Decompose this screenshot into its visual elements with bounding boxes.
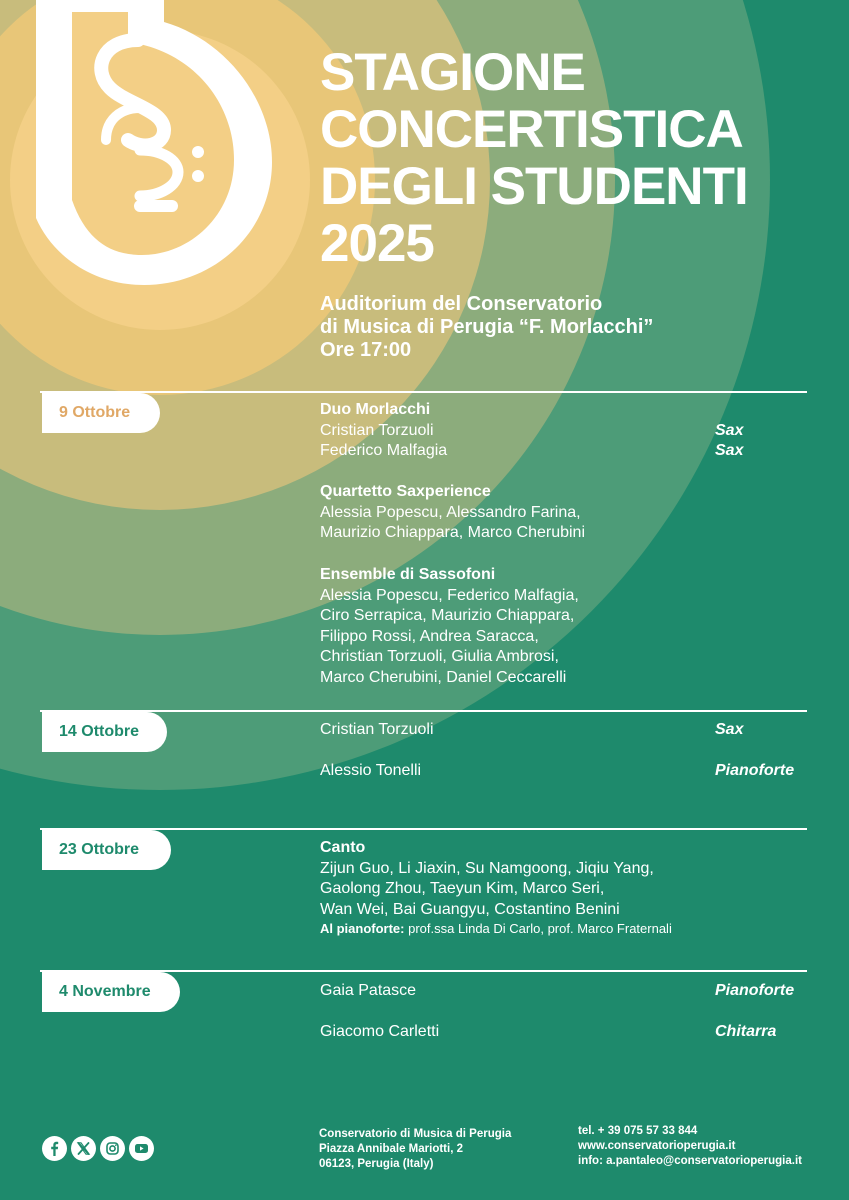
title-line-2: CONCERTISTICA (320, 100, 743, 159)
date-badge: 23 Ottobre (42, 830, 171, 870)
accompanist-line (320, 921, 672, 936)
performer-name: Cristian Torzuoli (320, 721, 434, 738)
address-line: Conservatorio di Musica di Perugia (319, 1128, 512, 1140)
instrument-label: Chitarra (715, 1023, 777, 1040)
divider (40, 710, 807, 712)
title-year: 2025 (320, 214, 434, 273)
title-line-3: DEGLI STUDENTI (320, 157, 748, 216)
email-contact[interactable]: info: a.pantaleo@conservatorioperugia.it (578, 1155, 802, 1167)
performers-line: Wan Wei, Bai Guangyu, Costantino Benini (320, 901, 620, 918)
performers-line: Gaolong Zhou, Taeyun Kim, Marco Seri, (320, 880, 605, 897)
instrument-label: Sax (715, 422, 744, 439)
performers-line: Christian Torzuoli, Giulia Ambrosi, (320, 648, 559, 665)
performer-name: Federico Malfagia (320, 442, 448, 459)
group-name: Canto (320, 839, 366, 856)
performer-name: Giacomo Carletti (320, 1023, 440, 1040)
performers-line: Filippo Rossi, Andrea Saracca, (320, 628, 539, 645)
group-name: Ensemble di Sassofoni (320, 566, 496, 583)
instrument-label: Pianoforte (715, 982, 795, 999)
group-name: Duo Morlacchi (320, 401, 431, 418)
phone-number[interactable]: tel. + 39 075 57 33 844 (578, 1125, 698, 1137)
date-badge: 4 Novembre (42, 972, 180, 1012)
youtube-icon[interactable] (129, 1136, 154, 1161)
conservatorio-logo-icon (30, 0, 280, 290)
instrument-label: Sax (715, 721, 744, 738)
accompanist-label: Al pianoforte: (320, 921, 405, 936)
date-badge: 9 Ottobre (42, 393, 160, 433)
address-line: Piazza Annibale Mariotti, 2 (319, 1143, 463, 1155)
performer-name: Alessio Tonelli (320, 762, 422, 779)
venue-line-2: di Musica di Perugia “F. Morlacchi” (320, 316, 654, 338)
performers-line: Ciro Serrapica, Maurizio Chiappara, (320, 607, 575, 624)
performers-line: Maurizio Chiappara, Marco Cherubini (320, 524, 586, 541)
performer-name: Gaia Patasce (320, 982, 417, 999)
performers-line: Alessia Popescu, Alessandro Farina, (320, 504, 581, 521)
instrument-label: Pianoforte (715, 762, 795, 779)
venue-line-1: Auditorium del Conservatorio (320, 293, 603, 315)
performer-name: Cristian Torzuoli (320, 422, 434, 439)
date-badge: 14 Ottobre (42, 712, 167, 752)
divider (40, 391, 807, 393)
address-line: 06123, Perugia (Italy) (319, 1158, 434, 1170)
event-time: Ore 17:00 (320, 339, 412, 361)
group-name: Quartetto Saxperience (320, 483, 491, 500)
performers-line: Alessia Popescu, Federico Malfagia, (320, 587, 579, 604)
facebook-icon[interactable] (42, 1136, 67, 1161)
x-icon[interactable] (71, 1136, 96, 1161)
instagram-icon[interactable] (100, 1136, 125, 1161)
accompanist-names: prof.ssa Linda Di Carlo, prof. Marco Fraternali (408, 921, 672, 936)
website-link[interactable]: www.conservatorioperugia.it (578, 1140, 736, 1152)
instrument-label: Sax (715, 442, 744, 459)
title-line-1: STAGIONE (320, 43, 585, 102)
performers-line: Marco Cherubini, Daniel Ceccarelli (320, 669, 567, 686)
performers-line: Zijun Guo, Li Jiaxin, Su Namgoong, Jiqiu Yang, (320, 860, 654, 877)
